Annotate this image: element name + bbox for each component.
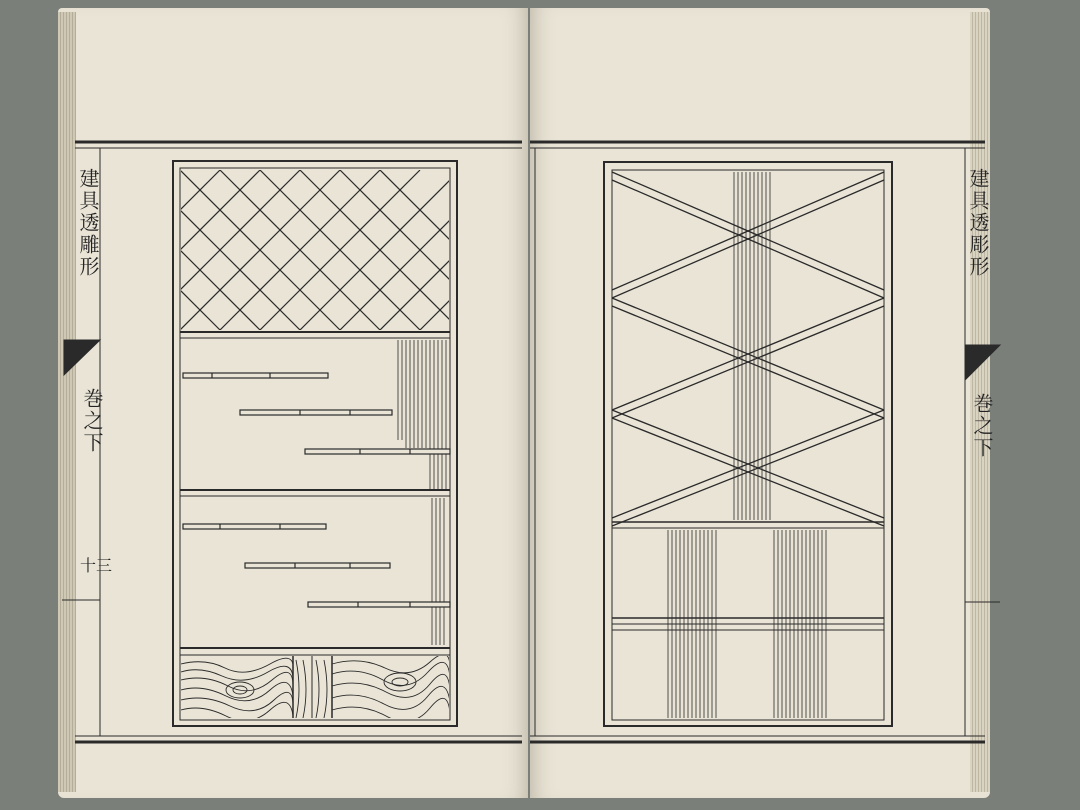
right-margin-title: 建具透彫形: [966, 168, 990, 278]
x-braces: [612, 172, 884, 526]
left-margin-title: 建具透雕形: [76, 168, 100, 278]
left-folio: 十三: [80, 556, 113, 575]
left-margin-volume: 巻之下: [80, 388, 104, 454]
right-door-panel: [604, 162, 892, 726]
wood-grain-panels: [181, 654, 450, 721]
diamond-lattice: [20, 170, 580, 330]
left-page-border: [62, 142, 522, 742]
right-margin-volume: 巻之下: [970, 393, 994, 459]
left-vertical-hatching: [398, 340, 446, 645]
